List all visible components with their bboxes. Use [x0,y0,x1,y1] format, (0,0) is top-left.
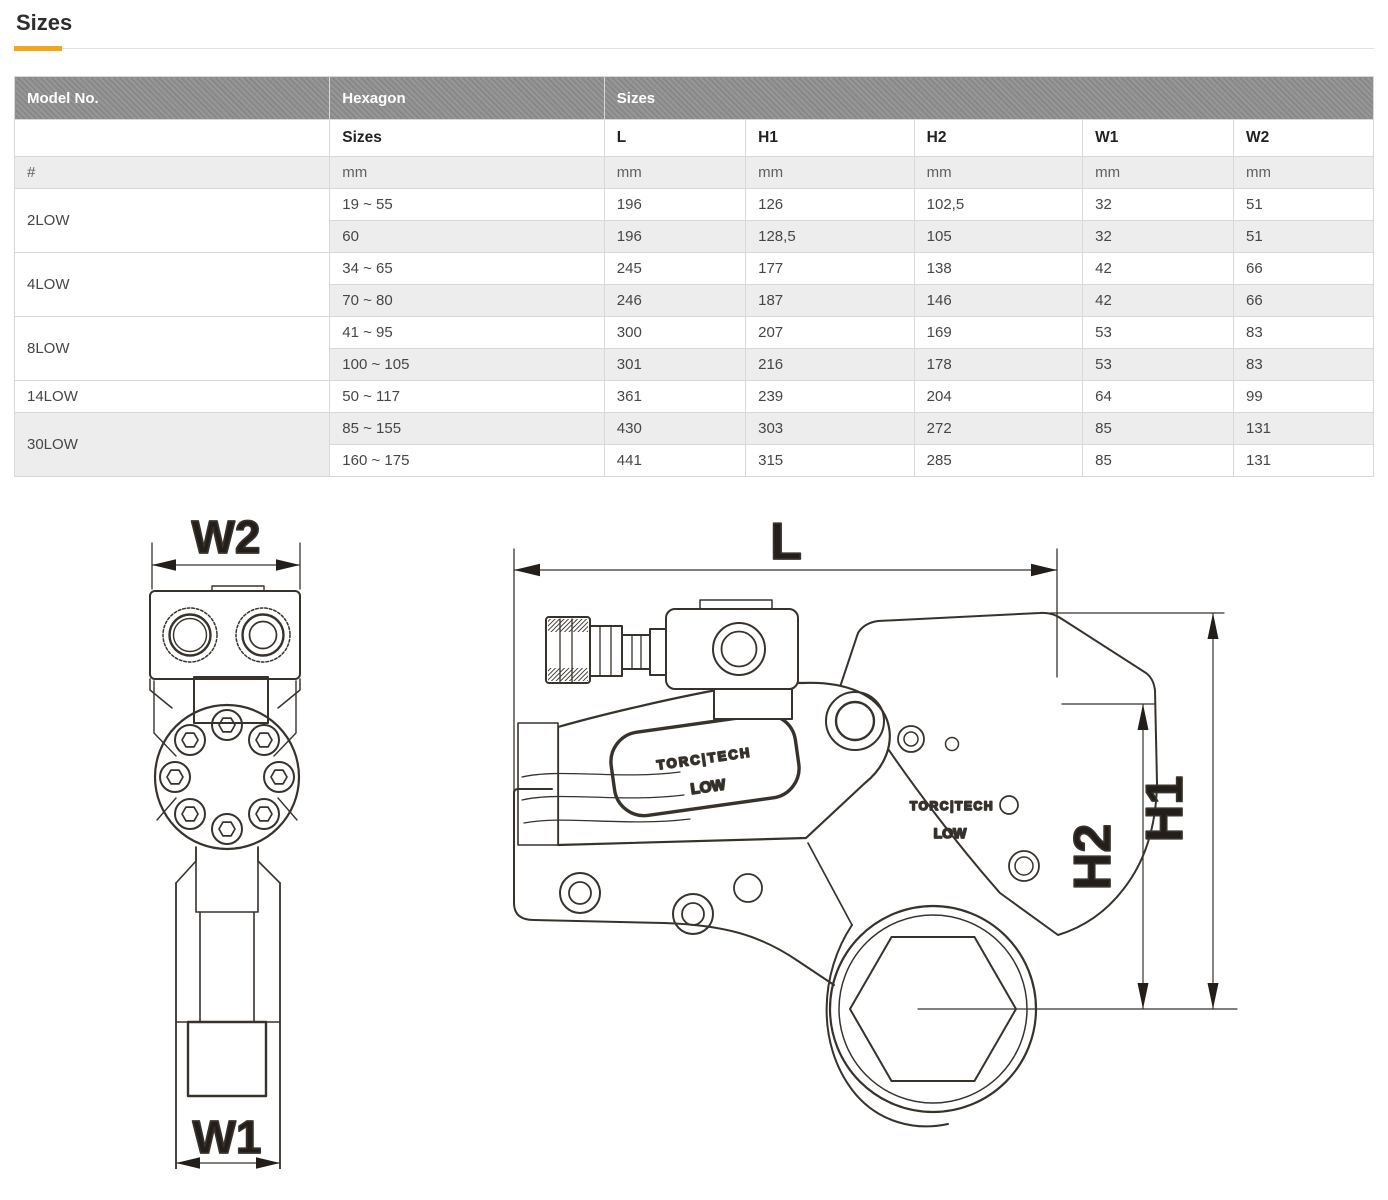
dimension-cell: 83 [1234,349,1374,381]
sizes-table [14,76,1374,477]
dimension-cell: 300 [604,317,745,349]
table-header-row [15,77,1374,120]
dimension-cell: 53 [1083,317,1234,349]
dimension-cell: 102,5 [914,189,1083,221]
dimension-cell: 245 [604,253,745,285]
model-cell: 2LOW [15,189,330,253]
dimension-cell: 66 [1234,285,1374,317]
dimension-cell: 99 [1234,381,1374,413]
drawings-svg [14,493,1374,1169]
side-view-drawing [514,513,1237,1126]
units-w1: mm [1083,157,1234,189]
units-h2: mm [914,157,1083,189]
sizes-table-body [15,189,1374,477]
table-row [15,381,1374,413]
dimension-cell: 42 [1083,285,1234,317]
dimension-cell: 32 [1083,221,1234,253]
dimension-cell: 64 [1083,381,1234,413]
col-header-sizes: Sizes [604,77,1373,120]
subheader-empty [15,120,330,157]
body-model-text: LOW [689,776,727,799]
table-row [15,413,1374,445]
dim-label-w2: W2 [191,511,261,563]
dimension-cell: 303 [746,413,915,445]
dimension-cell: 196 [604,189,745,221]
dimension-cell: 66 [1234,253,1374,285]
title-accent-bar [14,46,62,51]
hexagon-size-cell: 100 ~ 105 [330,349,605,381]
dimension-cell: 138 [914,253,1083,285]
plate-logo-text: TORC|TECH [909,799,995,813]
dimension-cell: 105 [914,221,1083,253]
dimension-cell: 204 [914,381,1083,413]
dim-label-h2: H2 [1064,823,1122,891]
dimension-cell: 51 [1234,221,1374,253]
subheader-dim-l: L [604,120,745,157]
dimension-cell: 53 [1083,349,1234,381]
table-row [15,189,1374,221]
hexagon-size-cell: 41 ~ 95 [330,317,605,349]
dimension-cell: 196 [604,221,745,253]
dimension-cell: 169 [914,317,1083,349]
table-subheader-row [15,120,1374,157]
model-cell: 30LOW [15,413,330,477]
dimension-cell: 51 [1234,189,1374,221]
units-hexagon: mm [330,157,605,189]
dimension-cell: 315 [746,445,915,477]
subheader-dim-w1: W1 [1083,120,1234,157]
hexagon-size-cell: 34 ~ 65 [330,253,605,285]
subheader-dim-h1: H1 [746,120,915,157]
subheader-dim-w2: W2 [1234,120,1374,157]
table-row [15,253,1374,285]
dimension-cell: 207 [746,317,915,349]
units-w2: mm [1234,157,1374,189]
dimension-cell: 146 [914,285,1083,317]
title-divider [14,48,1374,54]
dimension-cell: 301 [604,349,745,381]
dimension-cell: 85 [1083,413,1234,445]
model-cell: 4LOW [15,253,330,317]
dimension-cell: 177 [746,253,915,285]
hexagon-size-cell: 60 [330,221,605,253]
dimension-cell: 32 [1083,189,1234,221]
dimension-cell: 187 [746,285,915,317]
dimension-cell: 239 [746,381,915,413]
dimension-cell: 126 [746,189,915,221]
dimension-cell: 42 [1083,253,1234,285]
page-title: Sizes [16,10,73,35]
section-header [14,0,1374,54]
dimension-cell: 246 [604,285,745,317]
dimension-cell: 441 [604,445,745,477]
dimension-cell: 430 [604,413,745,445]
hexagon-size-cell: 85 ~ 155 [330,413,605,445]
subheader-dim-h2: H2 [914,120,1083,157]
table-units-row [15,157,1374,189]
dimension-cell: 361 [604,381,745,413]
units-l: mm [604,157,745,189]
dimension-cell: 216 [746,349,915,381]
table-row [15,317,1374,349]
hexagon-size-cell: 70 ~ 80 [330,285,605,317]
col-header-model-no: Model No. [15,77,330,120]
dim-label-l: L [770,513,802,571]
plate-model-text: LOW [933,825,967,841]
model-cell: 8LOW [15,317,330,381]
front-view-drawing [150,511,300,1169]
hexagon-size-cell: 160 ~ 175 [330,445,605,477]
technical-drawings [14,493,1374,1174]
model-cell: 14LOW [15,381,330,413]
units-model: # [15,157,330,189]
dimension-cell: 131 [1234,445,1374,477]
hexagon-size-cell: 19 ~ 55 [330,189,605,221]
dimension-cell: 178 [914,349,1083,381]
dimension-cell: 128,5 [746,221,915,253]
dim-label-h1: H1 [1136,775,1194,843]
units-h1: mm [746,157,915,189]
dimension-cell: 285 [914,445,1083,477]
dim-label-w1: W1 [192,1111,262,1163]
dimension-cell: 272 [914,413,1083,445]
dimension-cell: 131 [1234,413,1374,445]
hexagon-size-cell: 50 ~ 117 [330,381,605,413]
dimension-cell: 85 [1083,445,1234,477]
body-logo-text: TORC|TECH [655,744,753,773]
subheader-hexagon-sizes: Sizes [330,120,605,157]
dimension-cell: 83 [1234,317,1374,349]
col-header-hexagon: Hexagon [330,77,605,120]
